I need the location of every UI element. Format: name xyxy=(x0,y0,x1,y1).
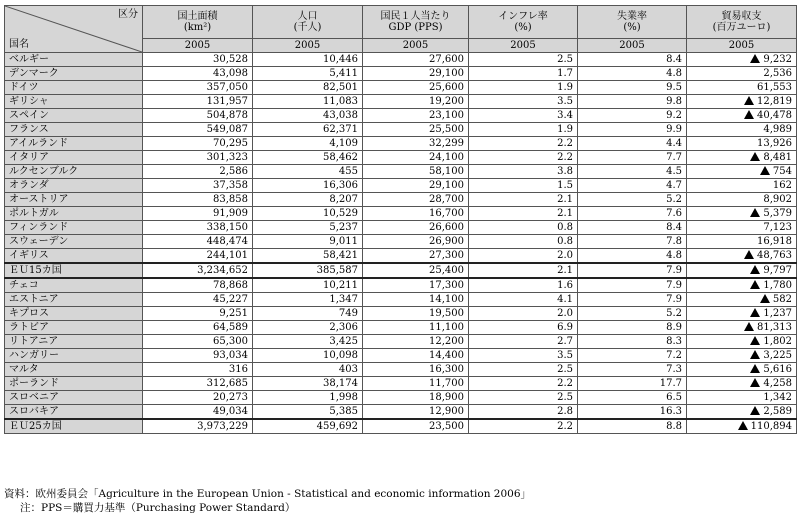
pps-note: 注：PPS＝購買力基準（Purchasing Power Standard） xyxy=(20,502,296,514)
gdp-cell: 14,400 xyxy=(363,349,469,363)
negative-triangle-icon xyxy=(738,421,748,430)
eu-statistics-table xyxy=(4,5,797,434)
population-cell: 58,421 xyxy=(253,249,363,264)
trade-balance-value: 4,258 xyxy=(763,378,792,389)
negative-triangle-icon xyxy=(760,166,770,175)
country-name-cell: イタリア xyxy=(5,151,143,165)
negative-triangle-icon xyxy=(750,265,760,274)
unemployment-cell: 7.9 xyxy=(578,278,687,293)
trade-balance-cell xyxy=(687,349,797,363)
country-name-cell: デンマーク xyxy=(5,67,143,81)
population-cell: 10,211 xyxy=(253,278,363,293)
negative-triangle-icon xyxy=(750,208,760,217)
area-cell: 357,050 xyxy=(143,81,253,95)
country-name-cell: ベルギー xyxy=(5,53,143,67)
population-cell: 4,109 xyxy=(253,137,363,151)
table-row xyxy=(5,405,797,420)
trade-balance-cell xyxy=(687,109,797,123)
trade-balance-cell xyxy=(687,293,797,307)
gdp-cell: 14,100 xyxy=(363,293,469,307)
area-cell: 64,589 xyxy=(143,321,253,335)
area-cell: 20,273 xyxy=(143,391,253,405)
population-cell: 5,237 xyxy=(253,221,363,235)
trade-balance-value: 81,313 xyxy=(757,322,792,333)
unemployment-cell: 16.3 xyxy=(578,405,687,420)
trade-balance-cell xyxy=(687,278,797,293)
negative-triangle-icon xyxy=(760,294,770,303)
trade-balance-cell xyxy=(687,235,797,249)
inflation-cell: 3.4 xyxy=(469,109,578,123)
population-cell: 8,207 xyxy=(253,193,363,207)
trade-balance-cell xyxy=(687,207,797,221)
country-name-cell: フィンランド xyxy=(5,221,143,235)
inflation-cell: 4.1 xyxy=(469,293,578,307)
inflation-cell: 1.7 xyxy=(469,67,578,81)
inflation-cell: 3.8 xyxy=(469,165,578,179)
inflation-cell: 2.2 xyxy=(469,137,578,151)
unemployment-cell: 7.2 xyxy=(578,349,687,363)
negative-triangle-icon xyxy=(750,54,760,63)
negative-triangle-icon xyxy=(744,250,754,259)
country-name-cell: キプロス xyxy=(5,307,143,321)
area-cell: 43,098 xyxy=(143,67,253,81)
inflation-cell: 1.5 xyxy=(469,179,578,193)
column-header-area: 国土面積 (km²) xyxy=(143,6,253,39)
population-cell: 1,998 xyxy=(253,391,363,405)
negative-triangle-icon xyxy=(750,152,760,161)
unemployment-cell: 5.2 xyxy=(578,307,687,321)
unemployment-cell: 8.9 xyxy=(578,321,687,335)
inflation-cell: 1.9 xyxy=(469,81,578,95)
area-cell: 49,034 xyxy=(143,405,253,420)
inflation-cell: 2.0 xyxy=(469,249,578,264)
country-name-cell: フランス xyxy=(5,123,143,137)
unemployment-cell: 6.5 xyxy=(578,391,687,405)
gdp-cell: 16,700 xyxy=(363,207,469,221)
column-header-unemployment: 失業率 (%) xyxy=(578,6,687,39)
population-cell: 38,174 xyxy=(253,377,363,391)
negative-triangle-icon xyxy=(744,96,754,105)
population-cell: 58,462 xyxy=(253,151,363,165)
trade-balance-cell xyxy=(687,307,797,321)
country-name-cell: ドイツ xyxy=(5,81,143,95)
gdp-cell: 23,100 xyxy=(363,109,469,123)
trade-balance-value: 9,797 xyxy=(763,265,792,276)
inflation-cell: 1.6 xyxy=(469,278,578,293)
table-row xyxy=(5,349,797,363)
trade-balance-cell xyxy=(687,335,797,349)
inflation-cell: 2.5 xyxy=(469,53,578,67)
country-name-cell: ギリシャ xyxy=(5,95,143,109)
negative-triangle-icon xyxy=(750,378,760,387)
area-cell: 93,034 xyxy=(143,349,253,363)
trade-balance-cell xyxy=(687,137,797,151)
population-cell: 11,083 xyxy=(253,95,363,109)
table-row xyxy=(5,151,797,165)
trade-balance-value: 3,225 xyxy=(763,350,792,361)
trade-balance-cell xyxy=(687,263,797,278)
unemployment-cell: 7.6 xyxy=(578,207,687,221)
trade-balance-cell xyxy=(687,179,797,193)
trade-balance-value: 9,232 xyxy=(763,54,792,65)
country-name-cell: スペイン xyxy=(5,109,143,123)
area-cell: 30,528 xyxy=(143,53,253,67)
trade-balance-value: 5,379 xyxy=(763,208,792,219)
country-name-cell: ポルトガル xyxy=(5,207,143,221)
footnotes xyxy=(4,487,531,515)
area-cell: 91,909 xyxy=(143,207,253,221)
gdp-cell: 18,900 xyxy=(363,391,469,405)
table-row xyxy=(5,221,797,235)
country-name-cell: オーストリア xyxy=(5,193,143,207)
population-cell: 385,587 xyxy=(253,263,363,278)
unemployment-cell: 4.7 xyxy=(578,179,687,193)
country-name-cell: ポーランド xyxy=(5,377,143,391)
country-name-cell: アイルランド xyxy=(5,137,143,151)
population-cell: 5,385 xyxy=(253,405,363,420)
gdp-cell: 17,300 xyxy=(363,278,469,293)
gdp-cell: 26,900 xyxy=(363,235,469,249)
population-cell: 9,011 xyxy=(253,235,363,249)
unemployment-cell: 17.7 xyxy=(578,377,687,391)
table-row xyxy=(5,249,797,264)
unemployment-cell: 8.4 xyxy=(578,221,687,235)
inflation-cell: 0.8 xyxy=(469,235,578,249)
trade-balance-value: 61,553 xyxy=(757,82,792,93)
table-row xyxy=(5,363,797,377)
unemployment-cell: 9.5 xyxy=(578,81,687,95)
area-cell: 316 xyxy=(143,363,253,377)
country-name-cell: マルタ xyxy=(5,363,143,377)
trade-balance-value: 162 xyxy=(772,180,792,191)
trade-balance-cell xyxy=(687,193,797,207)
area-cell: 312,685 xyxy=(143,377,253,391)
year-header: 2005 xyxy=(253,39,363,53)
gdp-cell: 26,600 xyxy=(363,221,469,235)
area-cell: 83,858 xyxy=(143,193,253,207)
negative-triangle-icon xyxy=(750,336,760,345)
table-row xyxy=(5,235,797,249)
unemployment-cell: 7.8 xyxy=(578,235,687,249)
table-row xyxy=(5,67,797,81)
year-header: 2005 xyxy=(143,39,253,53)
population-cell: 403 xyxy=(253,363,363,377)
area-cell: 131,957 xyxy=(143,95,253,109)
negative-triangle-icon xyxy=(750,280,760,289)
country-name-cell: スロバキア xyxy=(5,405,143,420)
unemployment-cell: 5.2 xyxy=(578,193,687,207)
negative-triangle-icon xyxy=(750,364,760,373)
column-header-inflation: インフレ率 (%) xyxy=(469,6,578,39)
trade-balance-value: 12,819 xyxy=(757,96,792,107)
gdp-cell: 58,100 xyxy=(363,165,469,179)
trade-balance-cell xyxy=(687,221,797,235)
negative-triangle-icon xyxy=(750,350,760,359)
population-cell: 749 xyxy=(253,307,363,321)
trade-balance-value: 754 xyxy=(772,166,792,177)
area-cell: 9,251 xyxy=(143,307,253,321)
population-cell: 43,038 xyxy=(253,109,363,123)
trade-balance-cell xyxy=(687,53,797,67)
negative-triangle-icon xyxy=(750,308,760,317)
trade-balance-value: 13,926 xyxy=(757,138,792,149)
country-name-cell: ＥＵ15カ国 xyxy=(5,263,143,278)
column-header-gdp: 国民１人当たり GDP (PPS) xyxy=(363,6,469,39)
table-row xyxy=(5,109,797,123)
gdp-cell: 28,700 xyxy=(363,193,469,207)
inflation-cell: 3.5 xyxy=(469,95,578,109)
unemployment-cell: 7.9 xyxy=(578,263,687,278)
population-cell: 5,411 xyxy=(253,67,363,81)
unemployment-cell: 4.8 xyxy=(578,67,687,81)
trade-balance-cell xyxy=(687,419,797,434)
table-body xyxy=(5,53,797,434)
trade-balance-value: 8,481 xyxy=(763,152,792,163)
trade-balance-cell xyxy=(687,405,797,420)
area-cell: 338,150 xyxy=(143,221,253,235)
unemployment-cell: 7.3 xyxy=(578,363,687,377)
country-name-cell: ＥＵ25カ国 xyxy=(5,419,143,434)
unemployment-cell: 8.4 xyxy=(578,53,687,67)
country-name-cell: ラトビア xyxy=(5,321,143,335)
trade-balance-cell xyxy=(687,321,797,335)
gdp-cell: 25,400 xyxy=(363,263,469,278)
trade-balance-value: 48,763 xyxy=(757,250,792,261)
table-row xyxy=(5,307,797,321)
gdp-cell: 19,500 xyxy=(363,307,469,321)
negative-triangle-icon xyxy=(744,322,754,331)
trade-balance-cell xyxy=(687,151,797,165)
inflation-cell: 2.5 xyxy=(469,363,578,377)
table-row xyxy=(5,137,797,151)
corner-header xyxy=(5,6,143,53)
trade-balance-cell xyxy=(687,81,797,95)
unemployment-cell: 4.8 xyxy=(578,249,687,264)
trade-balance-value: 1,802 xyxy=(763,336,792,347)
year-header: 2005 xyxy=(469,39,578,53)
gdp-cell: 11,100 xyxy=(363,321,469,335)
trade-balance-value: 1,237 xyxy=(763,308,792,319)
inflation-cell: 2.1 xyxy=(469,193,578,207)
area-cell: 3,234,652 xyxy=(143,263,253,278)
inflation-cell: 2.0 xyxy=(469,307,578,321)
population-cell: 16,306 xyxy=(253,179,363,193)
trade-balance-cell xyxy=(687,165,797,179)
source-note: 資料：欧州委員会「Agriculture in the European Union - Statistical and economic information 2006」 xyxy=(4,488,532,500)
trade-balance-cell xyxy=(687,67,797,81)
table-row xyxy=(5,207,797,221)
trade-balance-value: 40,478 xyxy=(757,110,792,121)
year-header: 2005 xyxy=(687,39,797,53)
gdp-cell: 27,600 xyxy=(363,53,469,67)
population-cell: 2,306 xyxy=(253,321,363,335)
table-row xyxy=(5,278,797,293)
area-cell: 2,586 xyxy=(143,165,253,179)
area-cell: 549,087 xyxy=(143,123,253,137)
unemployment-cell: 9.2 xyxy=(578,109,687,123)
corner-label-country: 国名 xyxy=(9,39,29,50)
trade-balance-cell xyxy=(687,249,797,264)
negative-triangle-icon xyxy=(744,110,754,119)
table-row xyxy=(5,293,797,307)
trade-balance-cell xyxy=(687,377,797,391)
trade-balance-value: 110,894 xyxy=(750,421,792,432)
country-name-cell: オランダ xyxy=(5,179,143,193)
trade-balance-cell xyxy=(687,391,797,405)
trade-balance-value: 582 xyxy=(772,294,792,305)
unemployment-cell: 4.4 xyxy=(578,137,687,151)
trade-balance-value: 16,918 xyxy=(757,236,792,247)
gdp-cell: 16,300 xyxy=(363,363,469,377)
table-row xyxy=(5,179,797,193)
gdp-cell: 11,700 xyxy=(363,377,469,391)
trade-balance-value: 5,616 xyxy=(763,364,792,375)
population-cell: 10,098 xyxy=(253,349,363,363)
population-cell: 82,501 xyxy=(253,81,363,95)
unemployment-cell: 8.8 xyxy=(578,419,687,434)
gdp-cell: 27,300 xyxy=(363,249,469,264)
table-row xyxy=(5,391,797,405)
gdp-cell: 25,500 xyxy=(363,123,469,137)
inflation-cell: 6.9 xyxy=(469,321,578,335)
area-cell: 244,101 xyxy=(143,249,253,264)
unemployment-cell: 4.5 xyxy=(578,165,687,179)
trade-balance-value: 2,536 xyxy=(763,68,792,79)
trade-balance-value: 2,589 xyxy=(763,406,792,417)
country-name-cell: ハンガリー xyxy=(5,349,143,363)
gdp-cell: 12,900 xyxy=(363,405,469,420)
gdp-cell: 12,200 xyxy=(363,335,469,349)
table-row xyxy=(5,53,797,67)
population-cell: 459,692 xyxy=(253,419,363,434)
area-cell: 78,868 xyxy=(143,278,253,293)
country-name-cell: ルクセンブルク xyxy=(5,165,143,179)
table-row xyxy=(5,95,797,109)
table-row xyxy=(5,321,797,335)
population-cell: 10,529 xyxy=(253,207,363,221)
unemployment-cell: 7.7 xyxy=(578,151,687,165)
negative-triangle-icon xyxy=(750,406,760,415)
area-cell: 301,323 xyxy=(143,151,253,165)
gdp-cell: 23,500 xyxy=(363,419,469,434)
unemployment-cell: 9.9 xyxy=(578,123,687,137)
gdp-cell: 29,100 xyxy=(363,67,469,81)
table-row xyxy=(5,335,797,349)
inflation-cell: 0.8 xyxy=(469,221,578,235)
trade-balance-cell xyxy=(687,95,797,109)
country-name-cell: エストニア xyxy=(5,293,143,307)
inflation-cell: 3.5 xyxy=(469,349,578,363)
inflation-cell: 1.9 xyxy=(469,123,578,137)
trade-balance-value: 8,902 xyxy=(763,194,792,205)
population-cell: 455 xyxy=(253,165,363,179)
inflation-cell: 2.2 xyxy=(469,419,578,434)
trade-balance-cell xyxy=(687,123,797,137)
gdp-cell: 29,100 xyxy=(363,179,469,193)
area-cell: 65,300 xyxy=(143,335,253,349)
country-name-cell: スロベニア xyxy=(5,391,143,405)
population-cell: 3,425 xyxy=(253,335,363,349)
inflation-cell: 2.8 xyxy=(469,405,578,420)
trade-balance-value: 1,342 xyxy=(763,392,792,403)
inflation-cell: 2.1 xyxy=(469,207,578,221)
trade-balance-value: 4,989 xyxy=(763,124,792,135)
inflation-cell: 2.5 xyxy=(469,391,578,405)
population-cell: 1,347 xyxy=(253,293,363,307)
inflation-cell: 2.7 xyxy=(469,335,578,349)
area-cell: 45,227 xyxy=(143,293,253,307)
table-row xyxy=(5,193,797,207)
country-name-cell: イギリス xyxy=(5,249,143,264)
trade-balance-cell xyxy=(687,363,797,377)
inflation-cell: 2.2 xyxy=(469,377,578,391)
table-row xyxy=(5,377,797,391)
year-header: 2005 xyxy=(578,39,687,53)
unemployment-cell: 8.3 xyxy=(578,335,687,349)
area-cell: 37,358 xyxy=(143,179,253,193)
area-cell: 3,973,229 xyxy=(143,419,253,434)
gdp-cell: 24,100 xyxy=(363,151,469,165)
gdp-cell: 19,200 xyxy=(363,95,469,109)
area-cell: 504,878 xyxy=(143,109,253,123)
country-name-cell: スウェーデン xyxy=(5,235,143,249)
column-header-population: 人口 (千人) xyxy=(253,6,363,39)
inflation-cell: 2.1 xyxy=(469,263,578,278)
area-cell: 70,295 xyxy=(143,137,253,151)
unemployment-cell: 7.9 xyxy=(578,293,687,307)
total-row xyxy=(5,263,797,278)
population-cell: 10,446 xyxy=(253,53,363,67)
trade-balance-value: 1,780 xyxy=(763,280,792,291)
inflation-cell: 2.2 xyxy=(469,151,578,165)
corner-label-category: 区分 xyxy=(118,9,138,20)
table-row xyxy=(5,165,797,179)
population-cell: 62,371 xyxy=(253,123,363,137)
year-header: 2005 xyxy=(363,39,469,53)
table-row xyxy=(5,123,797,137)
gdp-cell: 32,299 xyxy=(363,137,469,151)
country-name-cell: リトアニア xyxy=(5,335,143,349)
gdp-cell: 25,600 xyxy=(363,81,469,95)
column-header-trade-balance: 貿易収支 (百万ユーロ) xyxy=(687,6,797,39)
table-row xyxy=(5,81,797,95)
area-cell: 448,474 xyxy=(143,235,253,249)
trade-balance-value: 7,123 xyxy=(763,222,792,233)
country-name-cell: チェコ xyxy=(5,278,143,293)
unemployment-cell: 9.8 xyxy=(578,95,687,109)
total-row xyxy=(5,419,797,434)
